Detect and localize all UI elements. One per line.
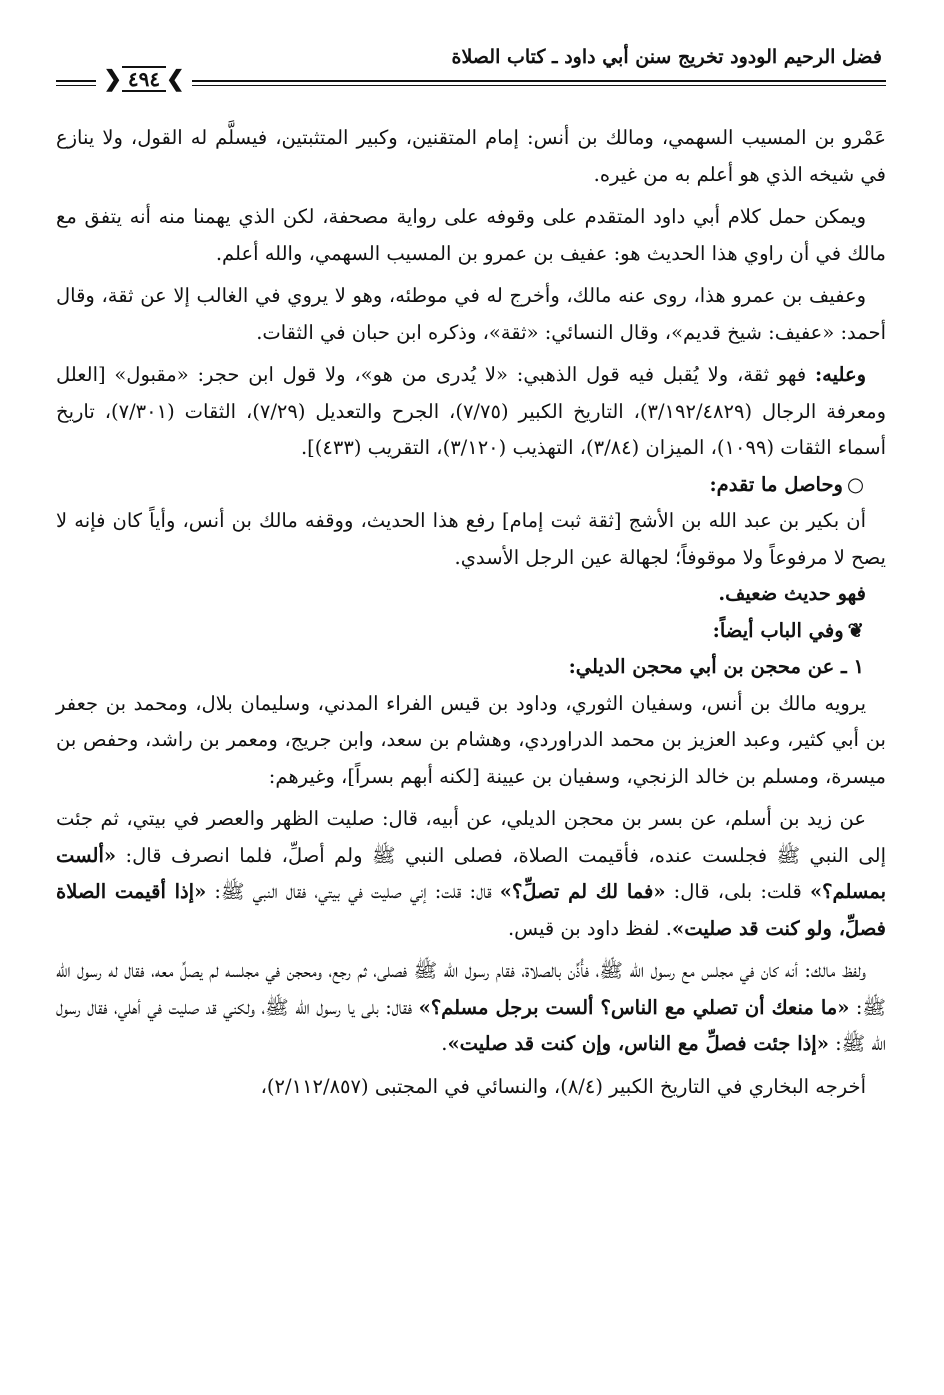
paragraph-3: وعفيف بن عمرو هذا، روى عنه مالك، وأخرج له في موطئه، وهو لا يروي في الغالب إلا عن ثقة، وقال أحمد: «عفيف: شيخ قديم»، وقال النسائي: «ثقة»، وذكره ابن حبان في الثقات. bbox=[56, 284, 886, 344]
p9-part-e: . bbox=[441, 1032, 448, 1055]
p8-part-g: . لفظ داود بن قيس. bbox=[507, 916, 672, 940]
paragraph-7: يرويه مالك بن أنس، وسفيان الثوري، وداود بن قيس الفراء المدني، وسليمان بلال، ومحمد بن جعفر بن أبي كثير، وعبد العزيز بن محمد الدراوردي، وهشام بن سعد، وابن جريج، ومعمر بن راشد، وحفص بن ميسرة، ومسلم بن خالد الزنجي، وسفيان بن عيينة [لكنه أبهم بسراً]، وغيرهم: bbox=[56, 691, 886, 788]
p8-part-a: عن زيد بن أسلم، عن بسر بن محجن الديلي، عن أبيه، قال: صليت الظهر والعصر في بيتي، ثم جئت إلى النبي ﷺ فجلست عنده، فأقيمت الصلاة، فصلى النبي ﷺ ولم أصلِّ، فلما انصرف قال: bbox=[56, 807, 886, 867]
page-number-ornament-left: ❮ bbox=[103, 66, 122, 92]
p9-quote-1: «ما منعك أن تصلي مع الناس؟ ألست برجل مسلم؟» bbox=[418, 995, 850, 1019]
section-heading-summary bbox=[56, 467, 864, 504]
p8-part-c: قلت: بلى، قال: bbox=[665, 880, 810, 903]
circle-bullet-icon: ○ bbox=[846, 472, 864, 496]
p9-part-c: فقال: بلى يا رسول الله ﷺ، ولكني قد صليت في أهلي، فقال رسول الله ﷺ: bbox=[56, 995, 886, 1055]
paragraph-5: أن بكير بن عبد الله بن الأشج [ثقة ثبت إمام] رفع هذا الحديث، ووقفه مالك بن أنس، وأياً كان فإنه لا يصح لا مرفوعاً ولا موقوفاً؛ لجهالة عين الرجل الأسدي. bbox=[56, 509, 886, 569]
running-header bbox=[56, 42, 886, 92]
section-heading-summary-text: وحاصل ما تقدم: bbox=[709, 472, 843, 496]
paragraph-4-text: فهو ثقة، ولا يُقبل فيه قول الذهبي: «لا يُدرى من هو»، ولا قول ابن حجر: «مقبول» [العلل ومعرفة الرجال (٣/١٩٢/٤٨٢٩)، التاريخ الكبير (٧/٧٥)، الجرح والتعديل (٧/٢٩)، الثقات (٧/٣٠١)، تاريخ أسماء الثقات (١٠٩٩)، الميزان (٣/٨٤)، التهذيب (٣/١٢٠)، التقريب (٤٣٣)]. bbox=[56, 363, 886, 459]
p9-part-a: ولفظ مالك: أنه كان في مجلس مع رسول الله ﷺ، فأُذِّن بالصلاة، فقام رسول الله ﷺ فصلى، ثم رجع، ومحجن في مجلسه لم يصلِّ معه، فقال له رسول الله ﷺ: bbox=[56, 959, 886, 1019]
paragraph-9 bbox=[56, 953, 886, 1063]
floral-bullet-icon: ❦ bbox=[847, 618, 864, 642]
header-title: فضل الرحيم الودود تخريج سنن أبي داود ـ كتاب الصلاة bbox=[451, 46, 882, 68]
paragraph-6-verdict: فهو حديث ضعيف. bbox=[718, 582, 866, 605]
subheading-mihjan: ١ ـ عن محجن بن أبي محجن الديلي: bbox=[568, 655, 864, 678]
section-heading-in-chapter-text: وفي الباب أيضاً: bbox=[712, 618, 844, 642]
book-page bbox=[56, 42, 886, 1105]
p8-quote-1: «ألست بمسلم؟» bbox=[56, 843, 887, 903]
paragraph-1: عَمْرو بن المسيب السهمي، ومالك بن أنس: إمام المتقنين، وكبير المتثبتين، فيسلَّم له القول، ولا ينازع في شيخه الذي هو أعلم به من غيره. bbox=[56, 126, 886, 186]
page-number-box bbox=[96, 64, 192, 94]
page-body bbox=[56, 120, 886, 1105]
p9-quote-2: «إذا جئت فصلِّ مع الناس، وإن كنت قد صليت» bbox=[447, 1032, 829, 1055]
p8-part-e: قال: قلت: إني صليت في بيتي، فقال النبي ﷺ: bbox=[206, 880, 500, 903]
section-heading-in-chapter bbox=[56, 613, 864, 650]
page-number: ٤٩٤ bbox=[122, 66, 166, 92]
paragraph-4-lead: وعليه: bbox=[814, 363, 866, 386]
paragraph-8 bbox=[56, 801, 886, 947]
p8-quote-2: «فما لك لم تصلِّ؟» bbox=[499, 880, 666, 903]
p8-quote-3: «إذا أقيمت الصلاة فصلِّ، ولو كنت قد صليت» bbox=[56, 880, 886, 940]
paragraph-10: أخرجه البخاري في التاريخ الكبير (٨/٤)، والنسائي في المجتبى (٢/١١٢/٨٥٧)، bbox=[260, 1074, 866, 1098]
page-number-ornament-right: ❯ bbox=[166, 66, 185, 92]
paragraph-4 bbox=[56, 357, 886, 467]
paragraph-2: ويمكن حمل كلام أبي داود المتقدم على وقوفه على رواية مصحفة، لكن الذي يهمنا منه أنه يتفق مع مالك في أن راوي هذا الحديث هو: عفيف بن عمرو بن المسيب السهمي، والله أعلم. bbox=[56, 205, 886, 265]
